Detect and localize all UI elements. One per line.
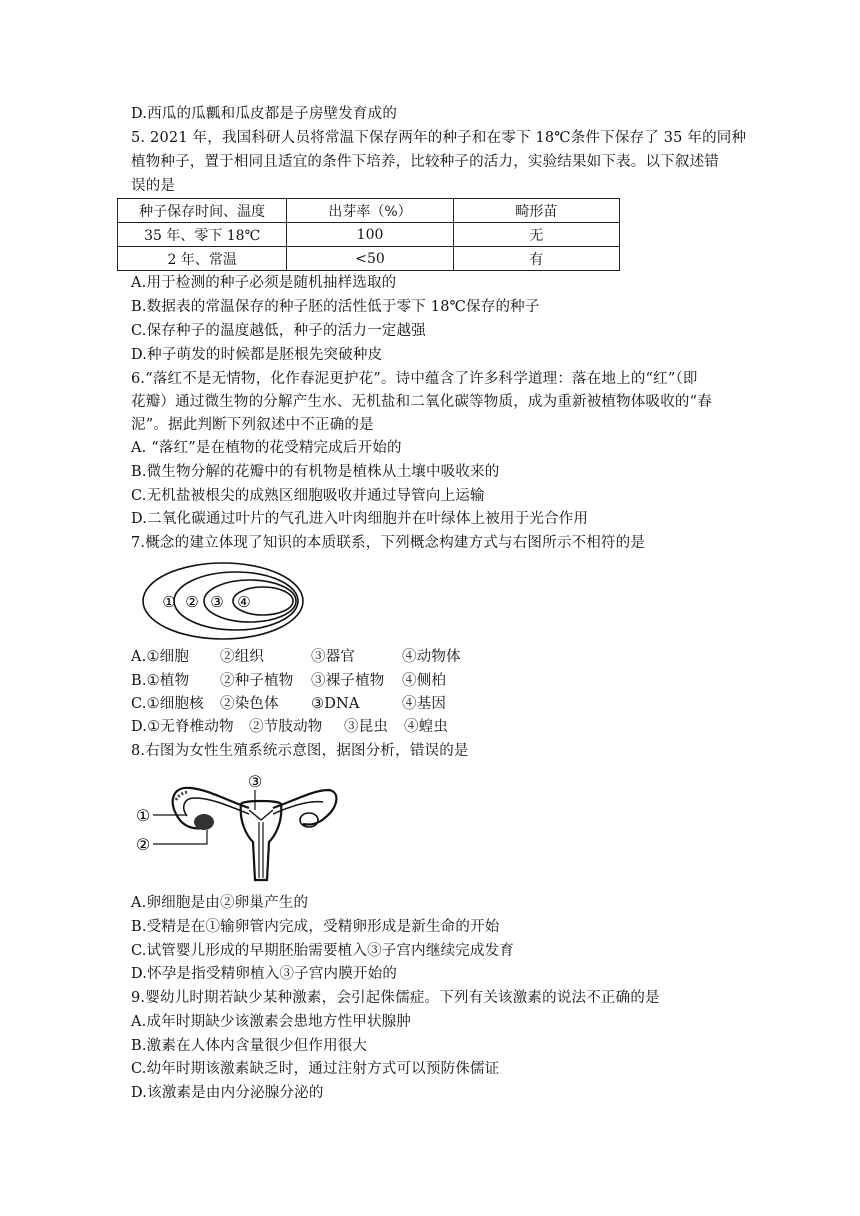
q5-option-b: B.数据表的常温保存的种子胚的活性低于零下 18℃保存的种子: [131, 299, 540, 315]
q6-option-d: D.二氧化碳通过叶片的气孔进入叶肉细胞并在叶绿体上被用于光合作用: [131, 511, 589, 527]
option-part: ③DNA: [311, 696, 360, 712]
option-part: ③器官: [311, 649, 356, 665]
q8-option-c: C.试管婴儿形成的早期胚胎需要植入③子宫内继续完成发育: [131, 943, 515, 959]
option-part: C.①细胞核: [131, 696, 204, 712]
table-cell: 无: [453, 223, 619, 247]
q6-stem-line3: 泥”。据此判断下列叙述中不正确的是: [131, 417, 374, 433]
left-fimbriae: [176, 792, 189, 800]
q8-option-d: D.怀孕是指受精卵植入③子宫内膜开始的: [131, 966, 398, 982]
q5-data-table: [117, 198, 620, 271]
q9-stem: 9.婴幼儿时期若缺少某种激素，会引起侏儒症。下列有关该激素的说法不正确的是: [131, 990, 660, 1006]
table-cell: 有: [453, 247, 619, 271]
q5-stem-line2: 植物种子，置于相同且适宜的条件下培养，比较种子的活力，实验结果如下表。以下叙述错: [131, 154, 719, 170]
option-part: ④动物体: [402, 649, 461, 665]
option-part: ②组织: [220, 649, 265, 665]
q5-option-a: A.用于检测的种子必须是随机抽样选取的: [131, 275, 397, 291]
q7-option-d: [131, 717, 448, 737]
uterine-cavity: [249, 810, 273, 820]
q8-stem: 8.右图为女性生殖系统示意图，据图分析，错误的是: [131, 743, 469, 759]
left-ovary: [194, 814, 214, 830]
label-4: ④: [237, 593, 251, 611]
q7-option-c: [131, 694, 446, 714]
table-cell: 35 年、零下 18℃: [118, 223, 287, 247]
option-part: ②种子植物: [220, 673, 294, 689]
option-part: ②节肢动物: [249, 719, 323, 735]
option-part: A.①细胞: [131, 649, 190, 665]
q6-stem-line1: 6.“落红不是无情物，化作春泥更护花”。诗中蕴含了许多科学道理：落在地上的“红”（即: [131, 371, 698, 387]
q9-option-c: C.幼年时期该激素缺乏时，通过注射方式可以预防侏儒证: [131, 1061, 500, 1077]
option-part: ③裸子植物: [311, 673, 385, 689]
table-cell: 2 年、常温: [118, 247, 287, 271]
nested-ellipses-diagram: [140, 560, 310, 642]
vagina: [259, 822, 263, 878]
option-part: ④蝗虫: [404, 719, 449, 735]
q6-option-a: A. “落红”是在植物的花受精完成后开始的: [131, 440, 402, 456]
left-oviduct-inner: [184, 798, 249, 816]
option-part: D.①无脊椎动物: [131, 719, 234, 735]
q7-option-a: [131, 647, 461, 667]
label-1: ①: [162, 593, 176, 611]
option-part: B.①植物: [131, 673, 190, 689]
q8-option-b: B.受精是在①输卵管内完成，受精卵形成是新生命的开始: [131, 919, 500, 935]
right-oviduct: [273, 790, 336, 825]
label-3: ③: [210, 593, 224, 611]
label-ovary: ②: [135, 835, 151, 854]
label-uterus: ③: [247, 772, 263, 791]
option-part: ③昆虫: [344, 719, 389, 735]
q8-option-a: A.卵细胞是由②卵巢产生的: [131, 895, 309, 911]
leader-line-2: [153, 830, 207, 844]
q5-stem-line3: 误的是: [131, 178, 176, 194]
option-part: ④基因: [402, 696, 447, 712]
option-part: ④侧柏: [402, 673, 447, 689]
q7-stem: 7.概念的建立体现了知识的本质联系，下列概念构建方式与右图所示不相符的是: [131, 535, 646, 551]
q6-option-b: B.微生物分解的花瓣中的有机物是植株从土壤中吸收来的: [131, 464, 500, 480]
q9-option-a: A.成年时期缺少该激素会患地方性甲状腺肿: [131, 1014, 412, 1030]
q4-option-d: D.西瓜的瓜瓤和瓜皮都是子房壁发育成的: [131, 106, 398, 122]
table-row: [118, 247, 620, 271]
option-part: ②染色体: [220, 696, 279, 712]
q9-option-b: B.激素在人体内含量很少但作用很大: [131, 1038, 368, 1054]
label-oviduct: ①: [135, 806, 151, 825]
table-header-row: [118, 199, 620, 223]
q5-option-c: C.保存种子的温度越低，种子的活力一定越强: [131, 323, 426, 339]
q7-option-b: [131, 671, 446, 691]
q9-option-d: D.该激素是由内分泌腺分泌的: [131, 1085, 324, 1101]
label-2: ②: [185, 593, 199, 611]
q6-stem-line2: 花瓣）通过微生物的分解产生水、无机盐和二氧化碳等物质，成为重新被植物体吸收的“春: [131, 394, 712, 410]
table-header-cell: 出芽率（%）: [287, 199, 453, 223]
table-header-cell: 种子保存时间、温度: [118, 199, 287, 223]
table-row: [118, 223, 620, 247]
table-header-cell: 畸形苗: [453, 199, 619, 223]
female-reproductive-system-diagram: [131, 770, 341, 890]
q5-option-d: D.种子萌发的时候都是胚根先突破种皮: [131, 347, 383, 363]
q6-option-c: C.无机盐被根尖的成熟区细胞吸收并通过导管向上运输: [131, 488, 485, 504]
table-cell: <50: [287, 247, 453, 271]
table-cell: 100: [287, 223, 453, 247]
q5-stem-line1: 5. 2021 年，我国科研人员将常温下保存两年的种子和在零下 18℃条件下保存了 35 年的同种: [131, 130, 747, 146]
